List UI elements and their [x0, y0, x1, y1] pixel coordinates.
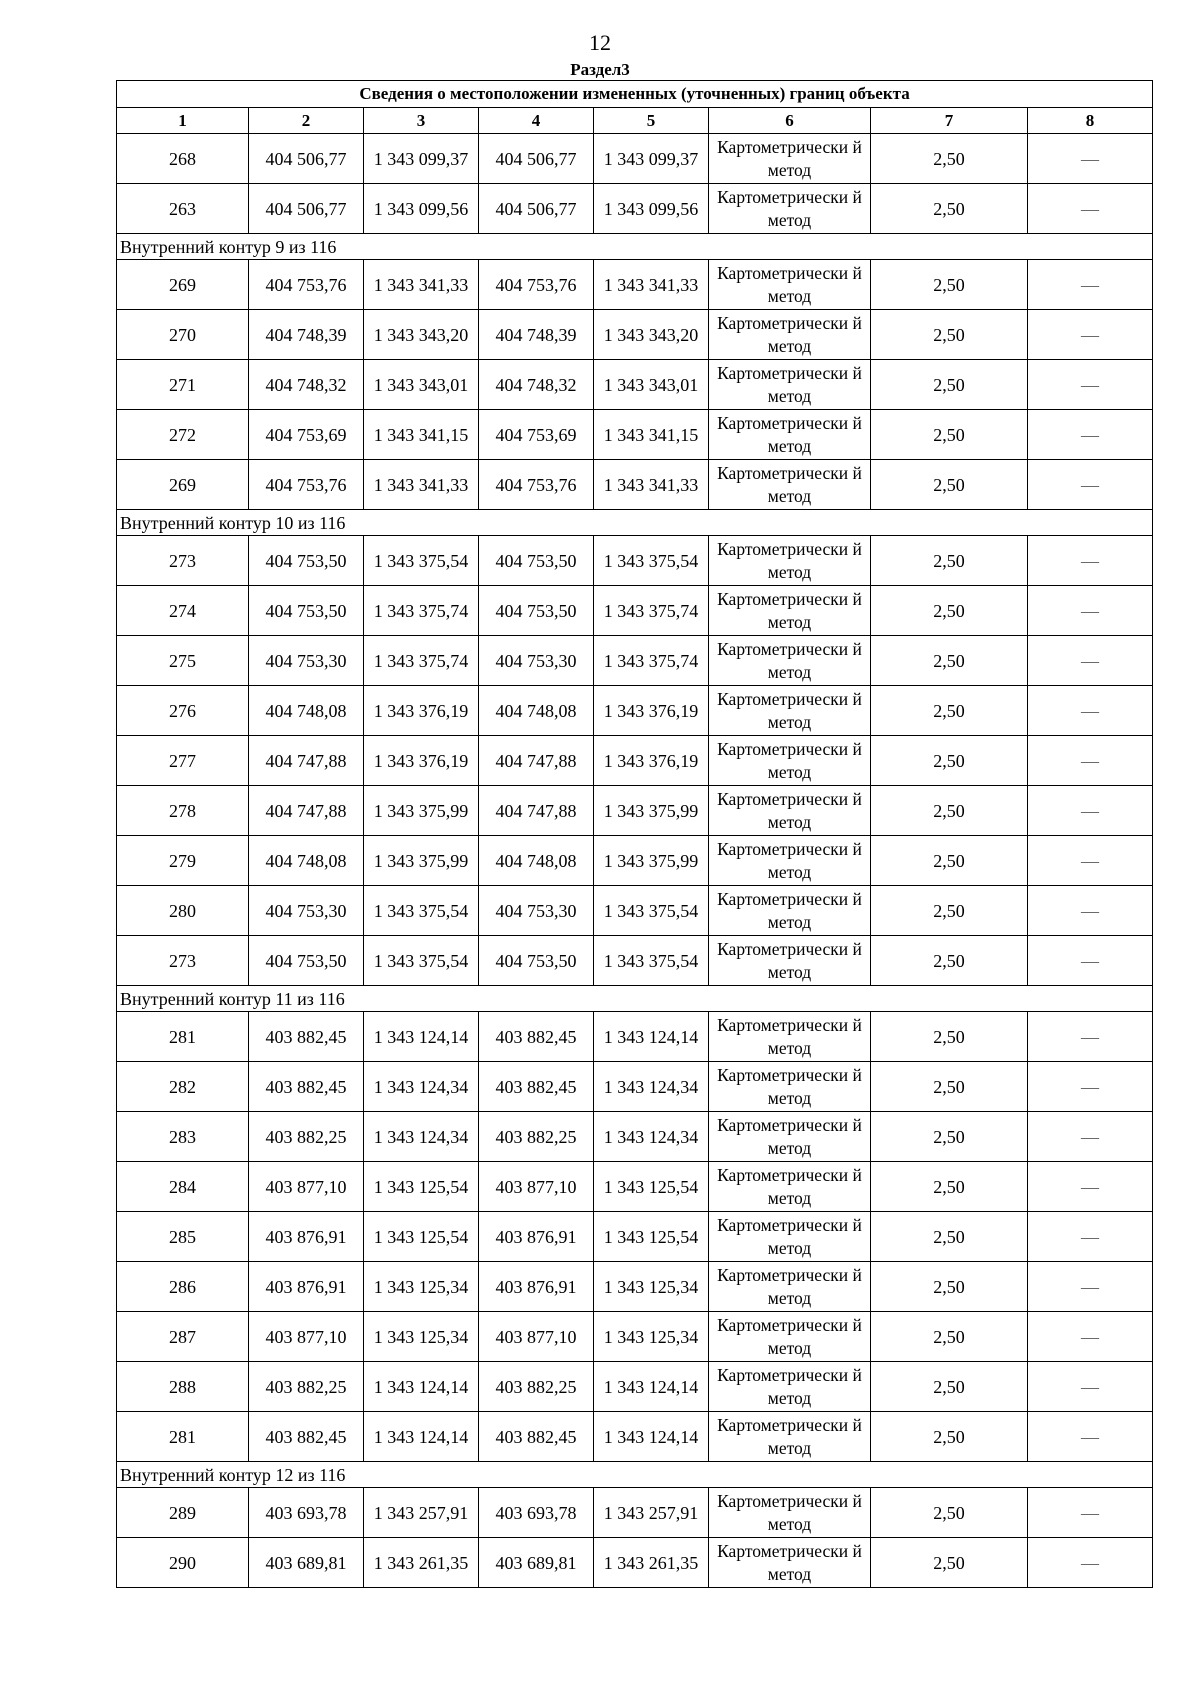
y-old-cell: 1 343 375,74: [364, 636, 479, 686]
description-cell: —: [1028, 1488, 1153, 1538]
y-old-cell: 1 343 375,99: [364, 786, 479, 836]
x-new-cell: 404 506,77: [479, 184, 594, 234]
x-new-cell: 403 882,45: [479, 1062, 594, 1112]
x-new-cell: 403 876,91: [479, 1262, 594, 1312]
x-new-cell: 404 747,88: [479, 786, 594, 836]
x-old-cell: 404 753,76: [249, 460, 364, 510]
section-title: Раздел3: [570, 60, 630, 79]
y-old-cell: 1 343 375,74: [364, 586, 479, 636]
x-new-cell: 404 753,69: [479, 410, 594, 460]
description-cell: —: [1028, 360, 1153, 410]
accuracy-cell: 2,50: [871, 1412, 1028, 1462]
x-new-cell: 403 882,25: [479, 1362, 594, 1412]
accuracy-cell: 2,50: [871, 260, 1028, 310]
table-row: [117, 1412, 1153, 1462]
y-new-cell: 1 343 375,54: [594, 886, 709, 936]
y-new-cell: 1 343 375,74: [594, 636, 709, 686]
page-number: 12: [589, 30, 611, 55]
method-cell: Картометрически й метод: [709, 736, 871, 786]
point-number-cell: 263: [117, 184, 249, 234]
accuracy-cell: 2,50: [871, 886, 1028, 936]
y-old-cell: 1 343 343,01: [364, 360, 479, 410]
contour-label: Внутренний контур 12 из 116: [117, 1462, 1153, 1488]
table-caption-row: [117, 81, 1153, 108]
description-cell: —: [1028, 1262, 1153, 1312]
x-new-cell: 403 689,81: [479, 1538, 594, 1588]
point-number-cell: 289: [117, 1488, 249, 1538]
y-old-cell: 1 343 375,99: [364, 836, 479, 886]
accuracy-cell: 2,50: [871, 1162, 1028, 1212]
point-number-cell: 276: [117, 686, 249, 736]
method-cell: Картометрически й метод: [709, 134, 871, 184]
accuracy-cell: 2,50: [871, 1488, 1028, 1538]
point-number-cell: 280: [117, 886, 249, 936]
y-new-cell: 1 343 341,33: [594, 460, 709, 510]
x-new-cell: 404 747,88: [479, 736, 594, 786]
x-new-cell: 403 876,91: [479, 1212, 594, 1262]
table-row: [117, 260, 1153, 310]
y-new-cell: 1 343 375,54: [594, 536, 709, 586]
x-new-cell: 404 748,39: [479, 310, 594, 360]
accuracy-cell: 2,50: [871, 1012, 1028, 1062]
table-row: [117, 1012, 1153, 1062]
method-cell: Картометрически й метод: [709, 1362, 871, 1412]
x-new-cell: 404 753,50: [479, 586, 594, 636]
column-header: 5: [594, 108, 709, 134]
y-old-cell: 1 343 125,54: [364, 1212, 479, 1262]
method-cell: Картометрически й метод: [709, 686, 871, 736]
x-old-cell: 404 748,39: [249, 310, 364, 360]
column-header-row: [117, 108, 1153, 134]
method-cell: Картометрически й метод: [709, 1162, 871, 1212]
point-number-cell: 268: [117, 134, 249, 184]
method-cell: Картометрически й метод: [709, 1262, 871, 1312]
x-old-cell: 404 506,77: [249, 184, 364, 234]
column-header: 8: [1028, 108, 1153, 134]
table-row: [117, 1488, 1153, 1538]
y-old-cell: 1 343 375,54: [364, 886, 479, 936]
x-new-cell: 404 753,76: [479, 260, 594, 310]
accuracy-cell: 2,50: [871, 936, 1028, 986]
y-old-cell: 1 343 124,34: [364, 1112, 479, 1162]
accuracy-cell: 2,50: [871, 310, 1028, 360]
y-old-cell: 1 343 376,19: [364, 686, 479, 736]
accuracy-cell: 2,50: [871, 636, 1028, 686]
table-row: [117, 636, 1153, 686]
description-cell: —: [1028, 1062, 1153, 1112]
y-new-cell: 1 343 124,14: [594, 1012, 709, 1062]
x-old-cell: 404 747,88: [249, 736, 364, 786]
y-new-cell: 1 343 124,14: [594, 1362, 709, 1412]
y-old-cell: 1 343 341,33: [364, 460, 479, 510]
accuracy-cell: 2,50: [871, 460, 1028, 510]
x-new-cell: 404 753,30: [479, 636, 594, 686]
method-cell: Картометрически й метод: [709, 1488, 871, 1538]
point-number-cell: 285: [117, 1212, 249, 1262]
accuracy-cell: 2,50: [871, 1262, 1028, 1312]
x-new-cell: 403 882,45: [479, 1012, 594, 1062]
table-row: [117, 1112, 1153, 1162]
x-old-cell: 403 876,91: [249, 1212, 364, 1262]
point-number-cell: 278: [117, 786, 249, 836]
description-cell: —: [1028, 134, 1153, 184]
point-number-cell: 269: [117, 260, 249, 310]
y-new-cell: 1 343 125,54: [594, 1212, 709, 1262]
method-cell: Картометрически й метод: [709, 636, 871, 686]
contour-header-row: [117, 234, 1153, 260]
point-number-cell: 271: [117, 360, 249, 410]
y-new-cell: 1 343 124,34: [594, 1062, 709, 1112]
accuracy-cell: 2,50: [871, 786, 1028, 836]
table-row: [117, 1062, 1153, 1112]
y-new-cell: 1 343 125,34: [594, 1262, 709, 1312]
y-old-cell: 1 343 124,14: [364, 1362, 479, 1412]
table-row: [117, 736, 1153, 786]
point-number-cell: 270: [117, 310, 249, 360]
x-old-cell: 403 877,10: [249, 1162, 364, 1212]
method-cell: Картометрически й метод: [709, 1062, 871, 1112]
point-number-cell: 286: [117, 1262, 249, 1312]
description-cell: —: [1028, 1112, 1153, 1162]
point-number-cell: 283: [117, 1112, 249, 1162]
table-row: [117, 536, 1153, 586]
x-old-cell: 404 753,50: [249, 936, 364, 986]
accuracy-cell: 2,50: [871, 1062, 1028, 1112]
description-cell: —: [1028, 586, 1153, 636]
table-row: [117, 886, 1153, 936]
x-old-cell: 404 506,77: [249, 134, 364, 184]
description-cell: —: [1028, 1538, 1153, 1588]
description-cell: —: [1028, 1362, 1153, 1412]
point-number-cell: 277: [117, 736, 249, 786]
method-cell: Картометрически й метод: [709, 1212, 871, 1262]
x-old-cell: 404 748,32: [249, 360, 364, 410]
table-row: [117, 1212, 1153, 1262]
x-old-cell: 403 693,78: [249, 1488, 364, 1538]
y-new-cell: 1 343 341,15: [594, 410, 709, 460]
x-new-cell: 403 882,25: [479, 1112, 594, 1162]
y-new-cell: 1 343 125,34: [594, 1312, 709, 1362]
x-old-cell: 403 882,25: [249, 1362, 364, 1412]
table-row: [117, 310, 1153, 360]
accuracy-cell: 2,50: [871, 1538, 1028, 1588]
x-old-cell: 404 753,76: [249, 260, 364, 310]
x-old-cell: 404 748,08: [249, 686, 364, 736]
method-cell: Картометрически й метод: [709, 1012, 871, 1062]
accuracy-cell: 2,50: [871, 134, 1028, 184]
contour-label: Внутренний контур 11 из 116: [117, 986, 1153, 1012]
y-old-cell: 1 343 341,33: [364, 260, 479, 310]
x-new-cell: 404 753,50: [479, 536, 594, 586]
x-new-cell: 403 693,78: [479, 1488, 594, 1538]
point-number-cell: 281: [117, 1012, 249, 1062]
method-cell: Картометрически й метод: [709, 586, 871, 636]
description-cell: —: [1028, 786, 1153, 836]
x-old-cell: 404 753,30: [249, 886, 364, 936]
y-new-cell: 1 343 376,19: [594, 686, 709, 736]
description-cell: —: [1028, 1162, 1153, 1212]
x-new-cell: 404 506,77: [479, 134, 594, 184]
contour-header-row: [117, 510, 1153, 536]
point-number-cell: 290: [117, 1538, 249, 1588]
description-cell: —: [1028, 536, 1153, 586]
method-cell: Картометрически й метод: [709, 184, 871, 234]
description-cell: —: [1028, 686, 1153, 736]
x-old-cell: 404 753,69: [249, 410, 364, 460]
column-header: 2: [249, 108, 364, 134]
description-cell: —: [1028, 260, 1153, 310]
description-cell: —: [1028, 886, 1153, 936]
x-new-cell: 404 748,32: [479, 360, 594, 410]
accuracy-cell: 2,50: [871, 836, 1028, 886]
y-new-cell: 1 343 261,35: [594, 1538, 709, 1588]
x-old-cell: 404 753,50: [249, 586, 364, 636]
column-header: 3: [364, 108, 479, 134]
x-old-cell: 404 747,88: [249, 786, 364, 836]
x-old-cell: 403 882,45: [249, 1412, 364, 1462]
method-cell: Картометрически й метод: [709, 886, 871, 936]
table-row: [117, 836, 1153, 886]
point-number-cell: 281: [117, 1412, 249, 1462]
accuracy-cell: 2,50: [871, 184, 1028, 234]
y-new-cell: 1 343 343,01: [594, 360, 709, 410]
y-old-cell: 1 343 125,54: [364, 1162, 479, 1212]
y-new-cell: 1 343 099,56: [594, 184, 709, 234]
table-row: [117, 786, 1153, 836]
method-cell: Картометрически й метод: [709, 260, 871, 310]
y-old-cell: 1 343 376,19: [364, 736, 479, 786]
method-cell: Картометрически й метод: [709, 1538, 871, 1588]
accuracy-cell: 2,50: [871, 410, 1028, 460]
point-number-cell: 275: [117, 636, 249, 686]
point-number-cell: 287: [117, 1312, 249, 1362]
y-old-cell: 1 343 341,15: [364, 410, 479, 460]
description-cell: —: [1028, 1212, 1153, 1262]
x-old-cell: 403 877,10: [249, 1312, 364, 1362]
x-old-cell: 403 689,81: [249, 1538, 364, 1588]
accuracy-cell: 2,50: [871, 1112, 1028, 1162]
x-new-cell: 404 753,50: [479, 936, 594, 986]
x-old-cell: 403 876,91: [249, 1262, 364, 1312]
x-new-cell: 404 748,08: [479, 686, 594, 736]
column-header: 6: [709, 108, 871, 134]
point-number-cell: 273: [117, 936, 249, 986]
accuracy-cell: 2,50: [871, 686, 1028, 736]
y-new-cell: 1 343 343,20: [594, 310, 709, 360]
description-cell: —: [1028, 184, 1153, 234]
y-new-cell: 1 343 125,54: [594, 1162, 709, 1212]
table-row: [117, 1312, 1153, 1362]
point-number-cell: 272: [117, 410, 249, 460]
x-new-cell: 403 877,10: [479, 1162, 594, 1212]
y-old-cell: 1 343 124,34: [364, 1062, 479, 1112]
description-cell: —: [1028, 460, 1153, 510]
point-number-cell: 282: [117, 1062, 249, 1112]
description-cell: —: [1028, 1312, 1153, 1362]
description-cell: —: [1028, 936, 1153, 986]
description-cell: —: [1028, 636, 1153, 686]
table-row: [117, 1162, 1153, 1212]
table-row: [117, 134, 1153, 184]
table-row: [117, 1262, 1153, 1312]
column-header: 7: [871, 108, 1028, 134]
description-cell: —: [1028, 736, 1153, 786]
table-row: [117, 1538, 1153, 1588]
method-cell: Картометрически й метод: [709, 360, 871, 410]
point-number-cell: 284: [117, 1162, 249, 1212]
y-old-cell: 1 343 261,35: [364, 1538, 479, 1588]
y-new-cell: 1 343 375,74: [594, 586, 709, 636]
y-old-cell: 1 343 124,14: [364, 1012, 479, 1062]
method-cell: Картометрически й метод: [709, 460, 871, 510]
method-cell: Картометрически й метод: [709, 836, 871, 886]
x-old-cell: 404 753,30: [249, 636, 364, 686]
y-new-cell: 1 343 257,91: [594, 1488, 709, 1538]
y-old-cell: 1 343 099,56: [364, 184, 479, 234]
method-cell: Картометрически й метод: [709, 1312, 871, 1362]
method-cell: Картометрически й метод: [709, 536, 871, 586]
x-old-cell: 404 748,08: [249, 836, 364, 886]
accuracy-cell: 2,50: [871, 1312, 1028, 1362]
description-cell: —: [1028, 310, 1153, 360]
y-old-cell: 1 343 257,91: [364, 1488, 479, 1538]
method-cell: Картометрически й метод: [709, 936, 871, 986]
x-new-cell: 404 753,30: [479, 886, 594, 936]
table-row: [117, 586, 1153, 636]
table-row: [117, 360, 1153, 410]
y-new-cell: 1 343 099,37: [594, 134, 709, 184]
description-cell: —: [1028, 836, 1153, 886]
description-cell: —: [1028, 410, 1153, 460]
method-cell: Картометрически й метод: [709, 410, 871, 460]
y-new-cell: 1 343 375,99: [594, 786, 709, 836]
y-old-cell: 1 343 124,14: [364, 1412, 479, 1462]
table-row: [117, 184, 1153, 234]
table-row: [117, 410, 1153, 460]
y-new-cell: 1 343 375,54: [594, 936, 709, 986]
column-header: 4: [479, 108, 594, 134]
contour-header-row: [117, 1462, 1153, 1488]
accuracy-cell: 2,50: [871, 1212, 1028, 1262]
y-new-cell: 1 343 124,14: [594, 1412, 709, 1462]
x-new-cell: 404 748,08: [479, 836, 594, 886]
x-old-cell: 403 882,45: [249, 1012, 364, 1062]
y-old-cell: 1 343 125,34: [364, 1312, 479, 1362]
x-new-cell: 403 882,45: [479, 1412, 594, 1462]
y-old-cell: 1 343 375,54: [364, 536, 479, 586]
accuracy-cell: 2,50: [871, 360, 1028, 410]
point-number-cell: 269: [117, 460, 249, 510]
accuracy-cell: 2,50: [871, 536, 1028, 586]
boundary-coordinates-table: [116, 80, 1153, 1588]
method-cell: Картометрически й метод: [709, 786, 871, 836]
description-cell: —: [1028, 1012, 1153, 1062]
column-header: 1: [117, 108, 249, 134]
y-new-cell: 1 343 376,19: [594, 736, 709, 786]
point-number-cell: 279: [117, 836, 249, 886]
table-row: [117, 686, 1153, 736]
accuracy-cell: 2,50: [871, 1362, 1028, 1412]
method-cell: Картометрически й метод: [709, 310, 871, 360]
y-old-cell: 1 343 375,54: [364, 936, 479, 986]
x-new-cell: 403 877,10: [479, 1312, 594, 1362]
table-caption: Сведения о местоположении измененных (уточненных) границ объекта: [117, 81, 1153, 108]
y-new-cell: 1 343 124,34: [594, 1112, 709, 1162]
y-old-cell: 1 343 343,20: [364, 310, 479, 360]
description-cell: —: [1028, 1412, 1153, 1462]
table-row: [117, 936, 1153, 986]
y-new-cell: 1 343 375,99: [594, 836, 709, 886]
contour-label: Внутренний контур 9 из 116: [117, 234, 1153, 260]
x-old-cell: 403 882,25: [249, 1112, 364, 1162]
contour-label: Внутренний контур 10 из 116: [117, 510, 1153, 536]
y-new-cell: 1 343 341,33: [594, 260, 709, 310]
accuracy-cell: 2,50: [871, 586, 1028, 636]
contour-header-row: [117, 986, 1153, 1012]
table-row: [117, 460, 1153, 510]
method-cell: Картометрически й метод: [709, 1412, 871, 1462]
y-old-cell: 1 343 125,34: [364, 1262, 479, 1312]
method-cell: Картометрически й метод: [709, 1112, 871, 1162]
y-old-cell: 1 343 099,37: [364, 134, 479, 184]
x-old-cell: 404 753,50: [249, 536, 364, 586]
x-new-cell: 404 753,76: [479, 460, 594, 510]
table-row: [117, 1362, 1153, 1412]
accuracy-cell: 2,50: [871, 736, 1028, 786]
point-number-cell: 274: [117, 586, 249, 636]
point-number-cell: 288: [117, 1362, 249, 1412]
x-old-cell: 403 882,45: [249, 1062, 364, 1112]
table-body: [117, 81, 1153, 1588]
point-number-cell: 273: [117, 536, 249, 586]
